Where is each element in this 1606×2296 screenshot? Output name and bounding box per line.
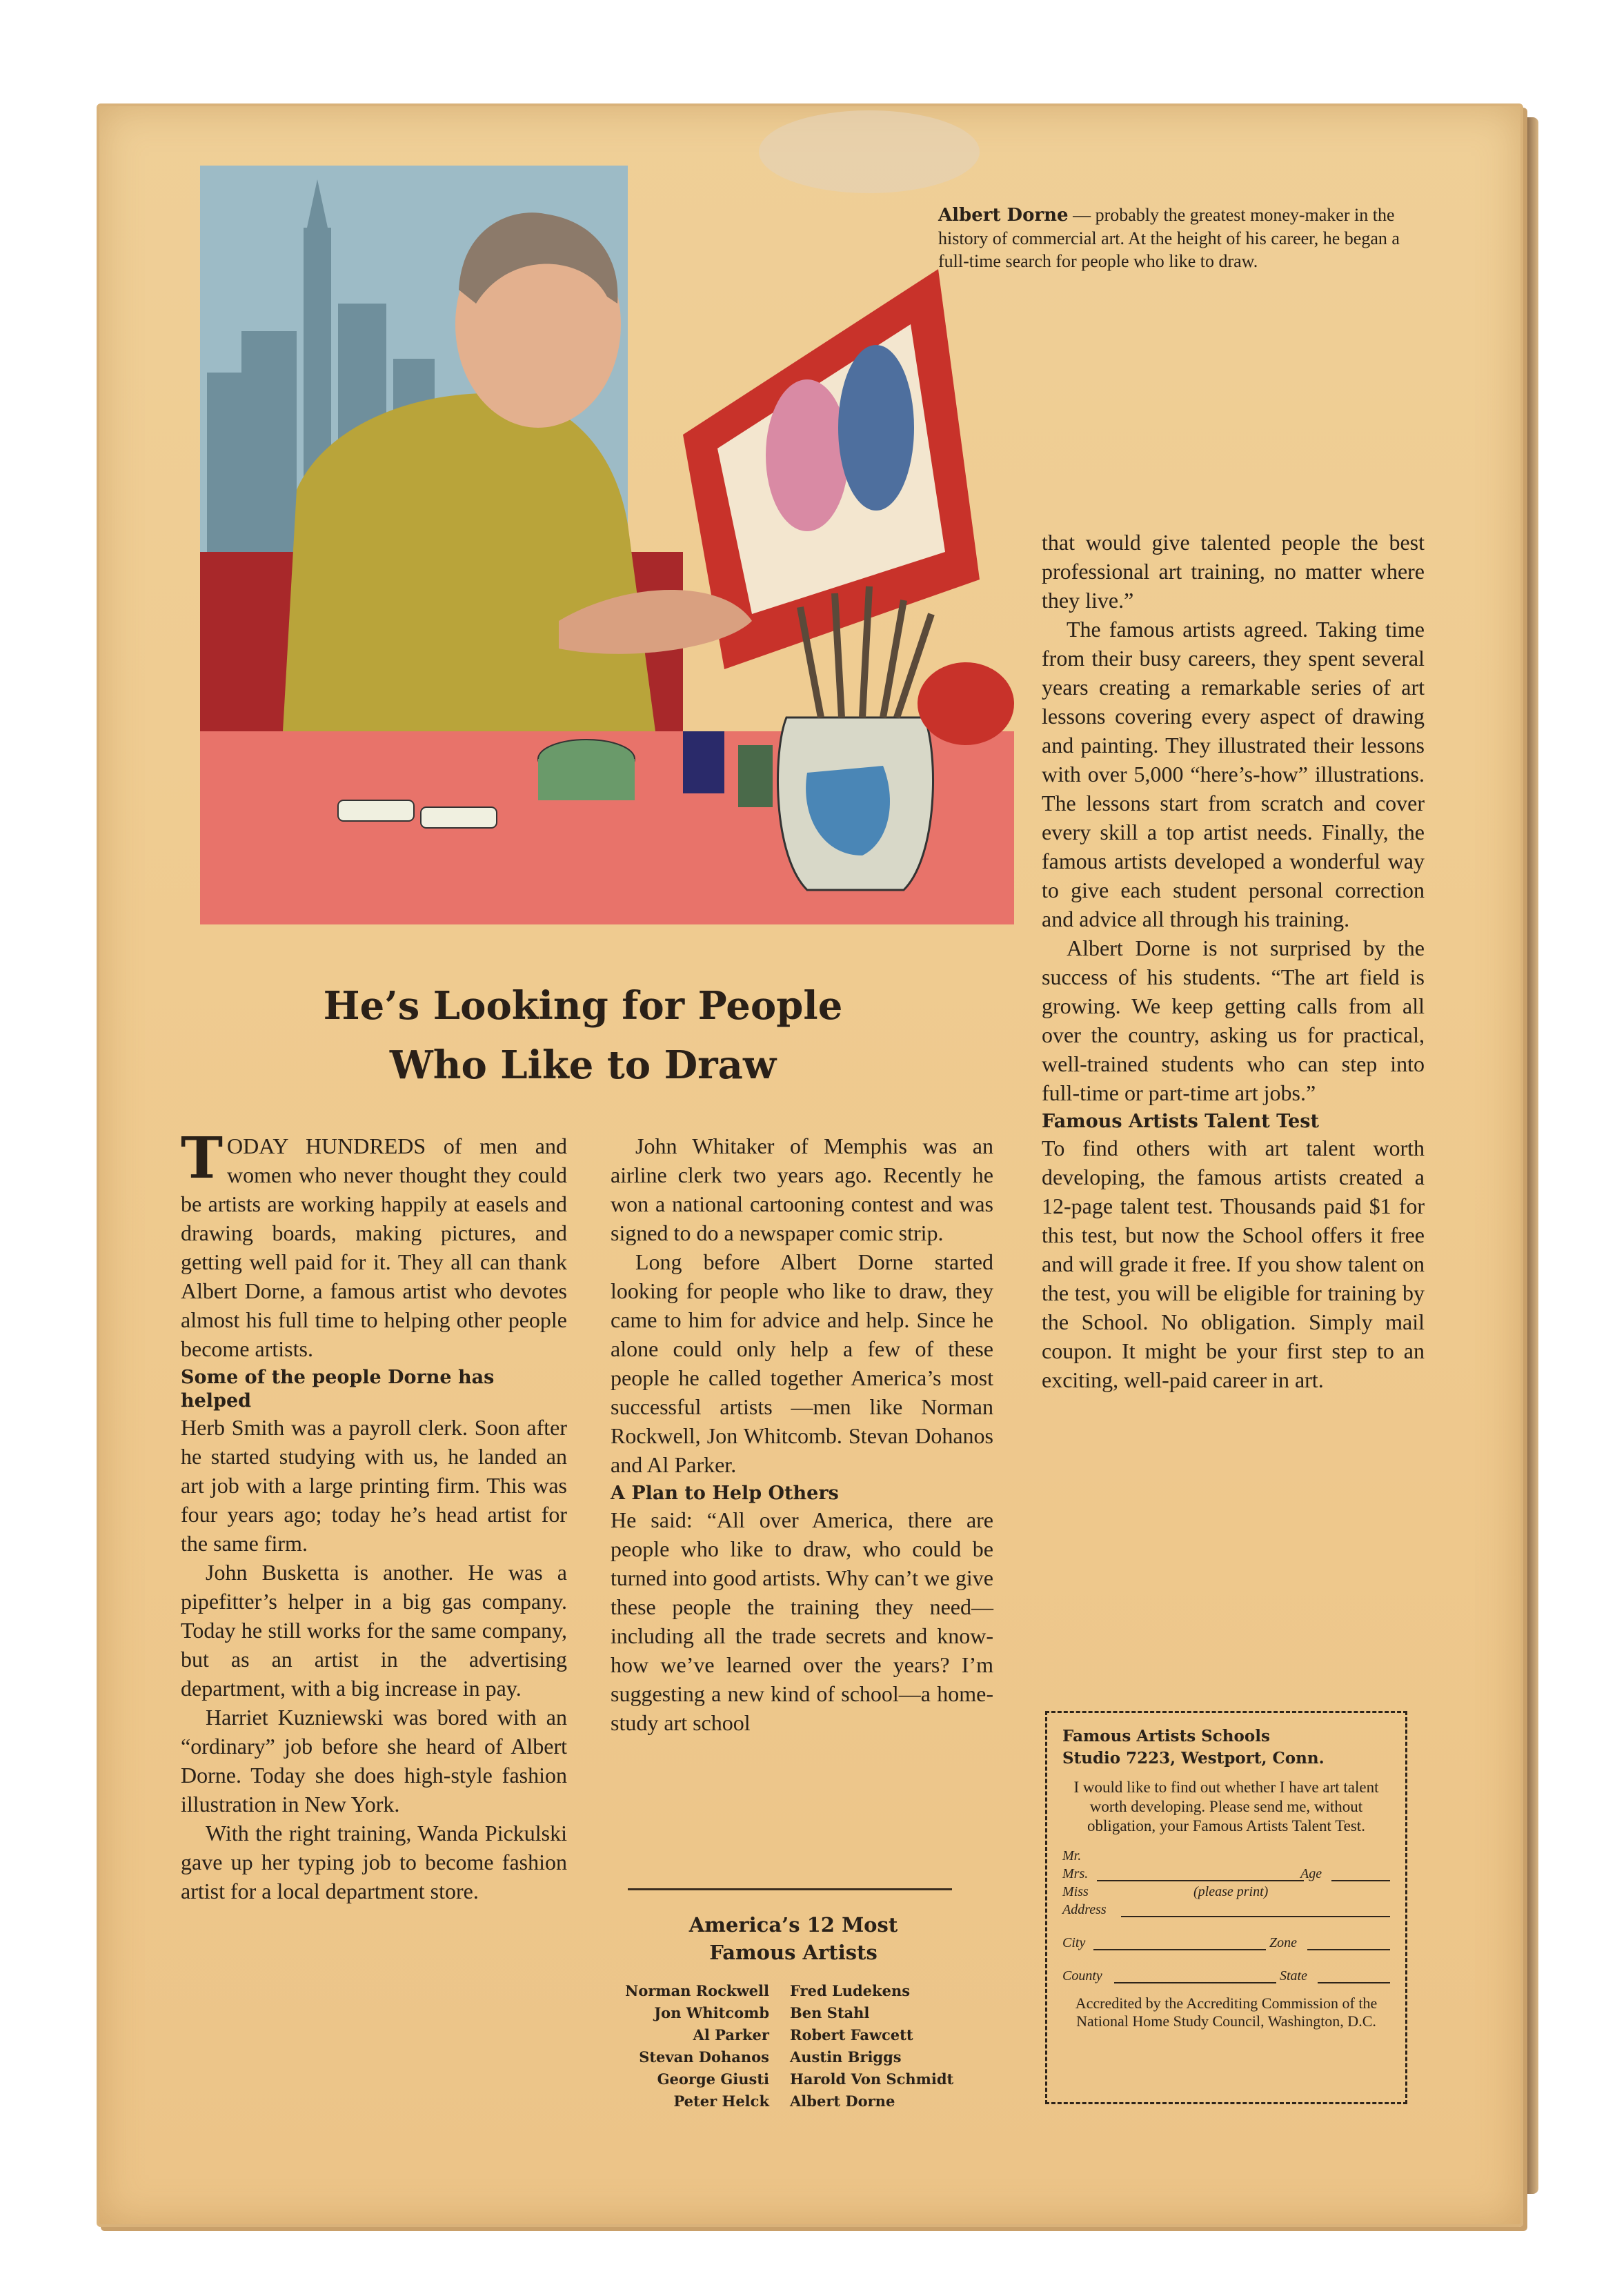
label-county: County (1062, 1968, 1102, 1983)
divider-rule (628, 1888, 952, 1890)
famous-title-line2: Famous Artists (709, 1941, 878, 1964)
paragraph: With the right training, Wanda Pickulski gave up her typing job to become fashion artist for a local department store. (181, 1821, 567, 1903)
coupon-county-field[interactable] (1062, 1968, 1390, 1986)
intro-paragraph (181, 1125, 568, 1363)
address-line (1121, 1916, 1390, 1917)
zone-line (1307, 1949, 1390, 1950)
artist-name: Fred Ludekens (790, 1982, 911, 1999)
subhead-plan: A Plan to Help Others (611, 1483, 839, 1504)
artist-name: Norman Rockwell (625, 1982, 769, 1999)
label-mrs: Mrs. (1062, 1866, 1089, 1881)
artist-illustration (200, 166, 1014, 924)
headline-line2: Who Like to Draw (389, 1042, 777, 1088)
artist-name: George Giusti (657, 2070, 769, 2088)
caption (938, 204, 1421, 273)
column-1 (181, 1125, 568, 1906)
accreditation-note: Accredited by the Accrediting Commission of the National Home Study Council, Washington, D.C. (1075, 1995, 1378, 2030)
state-line (1318, 1982, 1390, 1983)
label-please-print: (please print) (1193, 1884, 1269, 1899)
label-mr: Mr. (1062, 1848, 1082, 1863)
intro-text: of men and women who never thought they could be artists are working happily at easels and drawing boards, making pictures, and getting well paid for it. They all can thank Albert Dorne, a famous artist who devotes almost his full time to helping other people become artists. (181, 1134, 568, 1361)
age-line (1331, 1880, 1390, 1881)
drop-cap: T (181, 1125, 224, 1191)
headline (200, 976, 966, 1095)
subhead-talent-test: Famous Artists Talent Test (1042, 1111, 1319, 1132)
label-miss: Miss (1062, 1884, 1089, 1899)
paragraph: He said: “All over America, there are people who like to draw, who could be turned into good artists. Why can’t we give these people the training they need—including all the trade secrets and know-how we’ve learned over the years? I’m suggesting a new kind of school—a home-study art school (611, 1507, 993, 1735)
artist-name: Peter Helck (673, 2092, 769, 2110)
canvas-figure-woman (766, 379, 849, 531)
paragraph: The famous artists agreed. Taking time from their busy careers, they spent several years creating a remarkable series of art lessons covering every aspect of drawing and painting. They illustrated their lessons with over 5,000 “here’s-how” illustrations. The lessons start from scratch and cover every skill a top artist needs. Finally, the famous artists developed a wonderful way to give each student personal correction and advice all through his training. (1042, 617, 1425, 931)
paragraph: that would give talented people the best professional art training, no matter where they live.” (1042, 530, 1425, 613)
intro-smallcaps: ODAY HUNDREDS (227, 1134, 426, 1158)
canvas-figure-man (838, 345, 914, 511)
label-age: Age (1300, 1866, 1322, 1881)
artist-name: Al Parker (693, 2026, 769, 2043)
headline-line1: He’s Looking for People (323, 983, 843, 1029)
paragraph: John Whitaker of Memphis was an airline clerk two years ago. Recently he won a national cartooning contest and was signed to do a newspaper comic strip. (611, 1134, 993, 1245)
coupon-body: I would like to find out whether I have art talent worth developing. Please send me, without obligation, your Famous Artists Talent Test. (1073, 1779, 1379, 1834)
artist-name: Austin Briggs (790, 2048, 902, 2066)
paragraph: Herb Smith was a payroll clerk. Soon after he started studying with us, he landed an art job with a large printing firm. This was four years ago; today he’s head artist for the same firm. (181, 1415, 567, 1556)
artists-left-column (593, 1980, 769, 2112)
artist-name: Harold Von Schmidt (790, 2070, 954, 2088)
coupon-title-1: Famous Artists Schools (1062, 1727, 1270, 1745)
coupon-title-2: Studio 7223, Westport, Conn. (1062, 1749, 1325, 1768)
paragraph: To find others with art talent worth developing, the famous artists created a 12-page talent test. Thousands paid $1 for this test, but now the School offers it free and will grade it free. If you show talent on the test, you will be eligible for training by the School. No obligation. Simply mail coupon. It might be your first step to an exciting, well-paid career in art. (1042, 1136, 1425, 1392)
coupon-name-field[interactable] (1062, 1848, 1390, 1902)
artist-name: Robert Fawcett (790, 2026, 913, 2043)
subhead-people-helped: Some of the people Dorne has helped (181, 1367, 495, 1412)
famous-artists-title (600, 1911, 987, 1966)
label-city: City (1062, 1935, 1086, 1950)
artists-right-column (790, 1980, 997, 2112)
name-line (1097, 1880, 1304, 1881)
county-line (1114, 1982, 1276, 1983)
artist-name: Jon Whitcomb (654, 2004, 769, 2021)
paragraph: Harriet Kuzniewski was bored with an “ordinary” job before she heard of Albert Dorne. Today she does high-style fashion illustration in New York. (181, 1705, 567, 1817)
artist-name: Stevan Dohanos (639, 2048, 769, 2066)
column-2 (611, 1131, 993, 1737)
city-line (1093, 1949, 1266, 1950)
paragraph: John Busketta is another. He was a pipefitter’s helper in a big gas company. Today he still works for the same company, but as an artist in the advertising department, with a big increase in pay. (181, 1560, 567, 1701)
coupon-city-field[interactable] (1062, 1935, 1390, 1953)
artist-name: Ben Stahl (790, 2004, 870, 2021)
paragraph: Long before Albert Dorne started looking for people who like to draw, they came to him for advice and help. Since he alone could only help a few of these people he called together America’s most successful artists —men like Norman Rockwell, Jon Whitcomb. Stevan Dohanos and Al Parker. (611, 1249, 993, 1477)
caption-name: Albert Dorne (938, 205, 1069, 226)
coupon-address-field[interactable] (1062, 1902, 1390, 1920)
label-zone: Zone (1269, 1935, 1297, 1950)
caption-text: — probably the greatest money-maker in the history of commercial art. At the height of his career, he began a full-time search for people who like to draw. (938, 205, 1400, 271)
label-address: Address (1062, 1902, 1107, 1917)
famous-title-line1: America’s 12 Most (688, 1913, 898, 1937)
artist-name: Albert Dorne (790, 2092, 895, 2110)
paragraph: Albert Dorne is not surprised by the success of his students. “The art field is growing. We keep getting calls from all over the country, asking us for practical, well-trained students who can step into full-time or part-time art jobs.” (1042, 936, 1425, 1105)
mail-coupon[interactable] (1045, 1711, 1407, 2104)
column-3 (1042, 528, 1425, 1394)
label-state: State (1280, 1968, 1307, 1983)
